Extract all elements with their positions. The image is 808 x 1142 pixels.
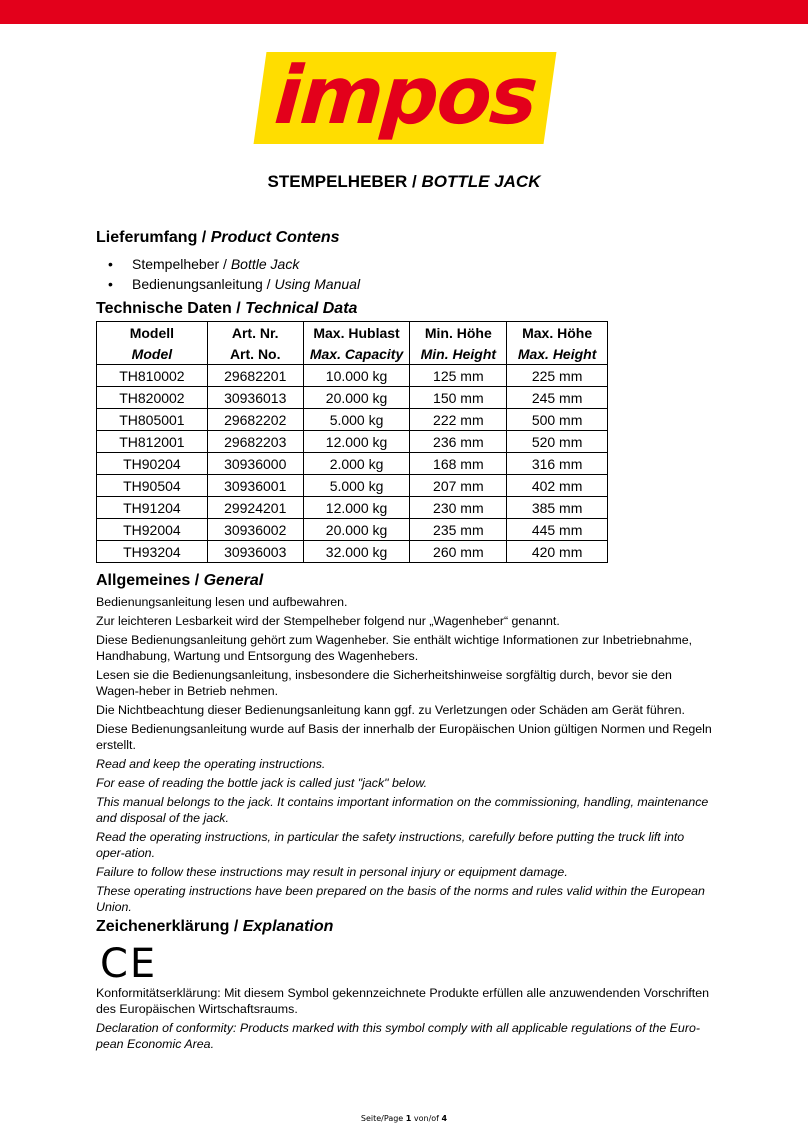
cell: 500 mm xyxy=(507,409,608,431)
cell: 222 mm xyxy=(410,409,507,431)
cell: 125 mm xyxy=(410,365,507,387)
paragraph-de: Konformitätserklärung: Mit diesem Symbol gekennzeichnete Produkte erfüllen alle anzuwendenden Vorschriften des Europäischen Wirtschaftsraums. xyxy=(96,986,709,1016)
col-header: Min. Height xyxy=(410,343,507,365)
table-row xyxy=(97,519,608,541)
footer-middle: von/of xyxy=(411,1114,442,1123)
explanation-heading xyxy=(96,918,333,936)
col-header: Art. Nr. xyxy=(207,322,303,344)
title-de: STEMPELHEBER / xyxy=(267,172,422,191)
cell: TH812001 xyxy=(97,431,208,453)
table-row xyxy=(97,409,608,431)
table-row xyxy=(97,453,608,475)
tech-heading-en: Technical Data xyxy=(245,300,358,317)
table-row xyxy=(97,387,608,409)
paragraph-de: Lesen sie die Bedienungsanleitung, insbesondere die Sicherheitshinweise sorgfältig durch, bevor sie den Wagen-heber in Betrieb nehmen. xyxy=(96,668,672,698)
item-de: Bedienungsanleitung / xyxy=(132,276,275,292)
cell: TH91204 xyxy=(97,497,208,519)
paragraph-de: Die Nichtbeachtung dieser Bedienungsanleitung kann ggf. zu Verletzungen oder Schäden am Gerät führen. xyxy=(96,703,685,717)
paragraph-en: These operating instructions have been prepared on the basis of the norms and rules valid within the European Union. xyxy=(96,884,705,914)
explanation-heading-de: Zeichenerklärung / xyxy=(96,918,243,935)
table-row xyxy=(97,365,608,387)
cell: TH805001 xyxy=(97,409,208,431)
cell: 29924201 xyxy=(207,497,303,519)
document-title xyxy=(0,172,808,192)
impos-logo xyxy=(254,49,557,144)
title-en: BOTTLE JACK xyxy=(421,172,541,191)
cell: 316 mm xyxy=(507,453,608,475)
col-header: Min. Höhe xyxy=(410,322,507,344)
cell: 245 mm xyxy=(507,387,608,409)
cell: 30936002 xyxy=(207,519,303,541)
col-header: Max. Hublast xyxy=(303,322,410,344)
tech-data-table xyxy=(96,321,608,563)
cell: 20.000 kg xyxy=(303,519,410,541)
scope-heading xyxy=(96,229,340,247)
cell: TH90204 xyxy=(97,453,208,475)
item-en: Using Manual xyxy=(274,276,361,292)
col-header: Modell xyxy=(97,322,208,344)
scope-list xyxy=(108,254,360,294)
cell: 12.000 kg xyxy=(303,431,410,453)
page-footer xyxy=(0,1114,808,1123)
cell: 235 mm xyxy=(410,519,507,541)
cell: 230 mm xyxy=(410,497,507,519)
cell: TH90504 xyxy=(97,475,208,497)
cell: 2.000 kg xyxy=(303,453,410,475)
cell: TH820002 xyxy=(97,387,208,409)
paragraph-en: Read and keep the operating instructions. xyxy=(96,757,326,771)
tech-heading xyxy=(96,300,357,318)
table-row xyxy=(97,497,608,519)
cell: 32.000 kg xyxy=(303,541,410,563)
paragraph-en: Declaration of conformity: Products marked with this symbol comply with all applicable regulations of the Euro-pean Economic Area. xyxy=(96,1021,700,1051)
paragraph-de: Diese Bedienungsanleitung wurde auf Basis der innerhalb der Europäischen Union gültigen Normen und Regeln erstellt. xyxy=(96,722,712,752)
scope-heading-de: Lieferumfang / xyxy=(96,229,211,246)
cell: 30936000 xyxy=(207,453,303,475)
cell: 385 mm xyxy=(507,497,608,519)
cell: TH92004 xyxy=(97,519,208,541)
explanation-heading-en: Explanation xyxy=(242,918,334,935)
cell: 445 mm xyxy=(507,519,608,541)
paragraph-en: For ease of reading the bottle jack is called just "jack" below. xyxy=(96,776,428,790)
col-header: Max. Höhe xyxy=(507,322,608,344)
cell: 10.000 kg xyxy=(303,365,410,387)
footer-total: 4 xyxy=(441,1114,448,1123)
col-header: Max. Capacity xyxy=(303,343,410,365)
cell: TH93204 xyxy=(97,541,208,563)
cell: 402 mm xyxy=(507,475,608,497)
col-header: Max. Height xyxy=(507,343,608,365)
general-heading-en: General xyxy=(203,572,264,589)
general-heading xyxy=(96,572,263,590)
cell: 520 mm xyxy=(507,431,608,453)
logo-text: impos xyxy=(271,49,539,142)
ce-mark-icon: CE xyxy=(100,941,158,987)
cell: 420 mm xyxy=(507,541,608,563)
general-text xyxy=(96,594,714,918)
cell: 207 mm xyxy=(410,475,507,497)
cell: 150 mm xyxy=(410,387,507,409)
cell: 5.000 kg xyxy=(303,409,410,431)
cell: 20.000 kg xyxy=(303,387,410,409)
table-row xyxy=(97,541,608,563)
cell: 30936013 xyxy=(207,387,303,409)
list-item xyxy=(108,254,360,274)
cell: 168 mm xyxy=(410,453,507,475)
table-row xyxy=(97,431,608,453)
header-row-de xyxy=(97,322,608,344)
col-header: Model xyxy=(97,343,208,365)
cell: 30936001 xyxy=(207,475,303,497)
cell: 236 mm xyxy=(410,431,507,453)
tech-heading-de: Technische Daten / xyxy=(96,300,246,317)
cell: 29682202 xyxy=(207,409,303,431)
col-header: Art. No. xyxy=(207,343,303,365)
paragraph-en: Failure to follow these instructions may result in personal injury or equipment damage. xyxy=(96,865,568,879)
cell: 225 mm xyxy=(507,365,608,387)
item-en: Bottle Jack xyxy=(230,256,300,272)
scope-heading-en: Product Contens xyxy=(210,229,340,246)
header-row-en xyxy=(97,343,608,365)
paragraph-en: Read the operating instructions, in particular the safety instructions, carefully before putting the truck lift into oper-ation. xyxy=(96,830,685,860)
footer-page: 1 xyxy=(405,1114,412,1123)
cell: TH810002 xyxy=(97,365,208,387)
cell: 30936003 xyxy=(207,541,303,563)
top-red-bar xyxy=(0,0,808,24)
table-row xyxy=(97,475,608,497)
paragraph-de: Zur leichteren Lesbarkeit wird der Stempelheber folgend nur „Wagenheber“ genannt. xyxy=(96,614,560,628)
cell: 5.000 kg xyxy=(303,475,410,497)
paragraph-de: Bedienungsanleitung lesen und aufbewahren. xyxy=(96,595,348,609)
footer-prefix: Seite/Page xyxy=(360,1114,406,1123)
list-item xyxy=(108,274,360,294)
item-de: Stempelheber / xyxy=(132,256,231,272)
explanation-text xyxy=(96,985,714,1055)
paragraph-de: Diese Bedienungsanleitung gehört zum Wagenheber. Sie enthält wichtige Informationen zur Inbetriebnahme, Handhabung, Wartung und Entsorgung des Wagenhebers. xyxy=(96,633,693,663)
cell: 260 mm xyxy=(410,541,507,563)
general-heading-de: Allgemeines / xyxy=(96,572,204,589)
cell: 12.000 kg xyxy=(303,497,410,519)
paragraph-en: This manual belongs to the jack. It contains important information on the commissioning, handling, maintenance and disposal of the jack. xyxy=(96,795,709,825)
cell: 29682203 xyxy=(207,431,303,453)
cell: 29682201 xyxy=(207,365,303,387)
